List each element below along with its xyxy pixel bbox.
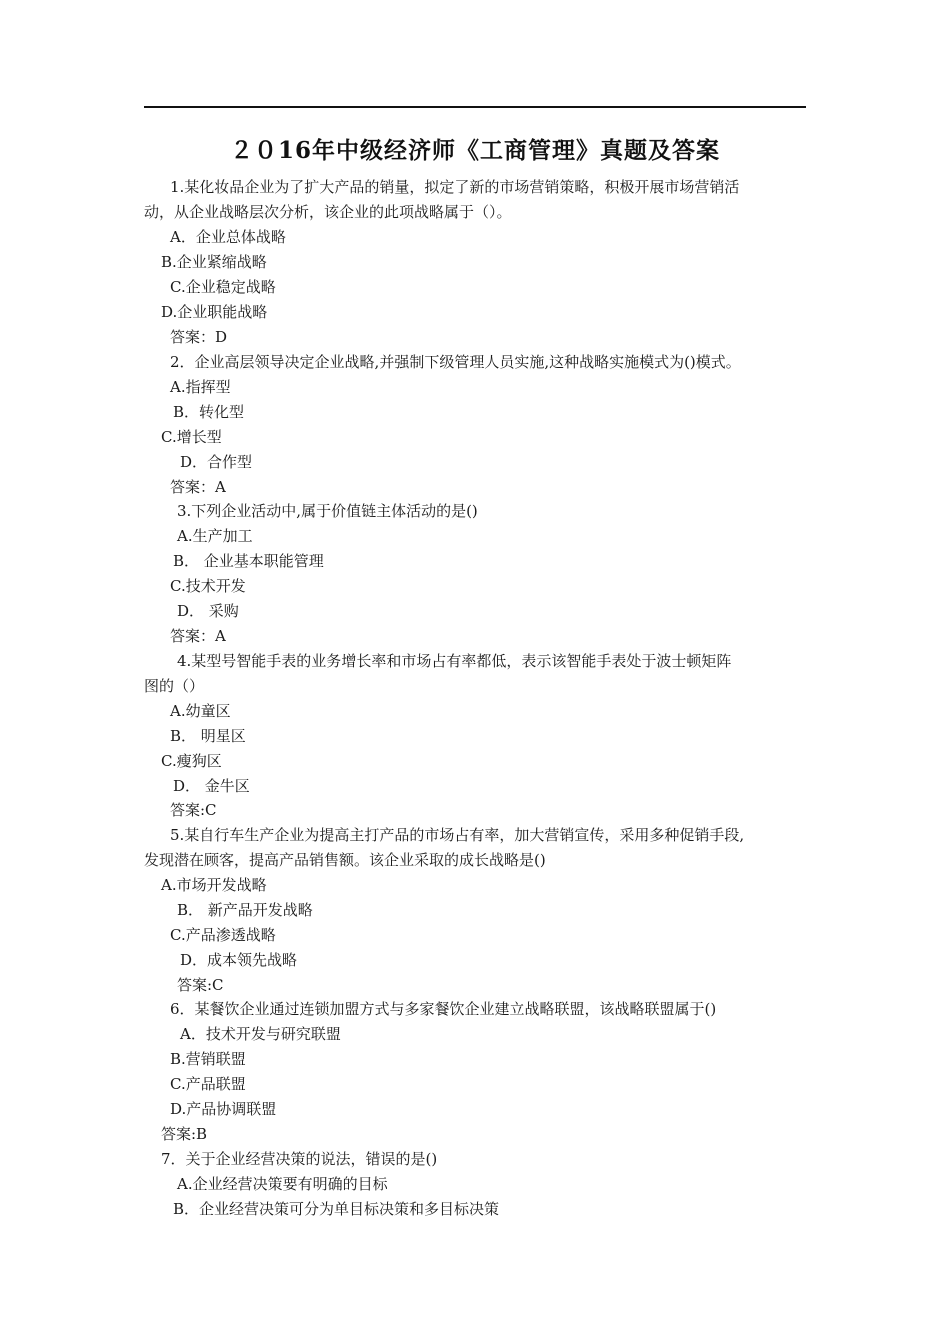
q3-option-d: D． 采购 <box>177 602 239 620</box>
q3-option-c: C.技术开发 <box>170 577 246 595</box>
q3-option-b: B． 企业基本职能管理 <box>173 552 324 570</box>
q1-option-b: B.企业紧缩战略 <box>161 253 267 271</box>
q4-stem-line1: 4.某型号智能手表的业务增长率和市场占有率都低，表示该智能手表处于波士顿矩阵 <box>177 652 732 670</box>
q4-option-a: A.幼童区 <box>170 702 231 720</box>
q2-option-a: A.指挥型 <box>170 378 231 396</box>
q5-option-a: A.市场开发战略 <box>161 876 267 894</box>
document-title: ２０16年中级经济师《工商管理》真题及答案 <box>229 137 720 164</box>
q1-stem-line2: 动，从企业战略层次分析，该企业的此项战略属于（）。 <box>144 203 512 221</box>
q3-answer: 答案：A <box>170 627 226 645</box>
q1-stem-line1: 1.某化妆品企业为了扩大产品的销量，拟定了新的市场营销策略，积极开展市场营销活 <box>170 178 740 196</box>
q6-stem: 6．某餐饮企业通过连锁加盟方式与多家餐饮企业建立战略联盟，该战略联盟属于() <box>170 1000 717 1018</box>
q4-answer: 答案:C <box>170 801 217 819</box>
q1-option-a: A．企业总体战略 <box>170 228 286 246</box>
q1-option-d: D.企业职能战略 <box>161 303 268 321</box>
q6-answer: 答案:B <box>161 1125 208 1143</box>
q2-option-d: D．合作型 <box>180 453 253 471</box>
q5-option-b: B． 新产品开发战略 <box>177 901 313 919</box>
q4-option-c: C.瘦狗区 <box>161 752 222 770</box>
q5-stem-line2: 发现潜在顾客，提高产品销售额。该企业采取的成长战略是() <box>144 851 546 869</box>
q6-option-c: C.产品联盟 <box>170 1075 246 1093</box>
q5-option-d: D．成本领先战略 <box>180 951 298 969</box>
q2-stem: 2．企业高层领导决定企业战略,并强制下级管理人员实施,这种战略实施模式为()模式。 <box>170 353 741 371</box>
q7-stem: 7．关于企业经营决策的说法，错误的是() <box>161 1150 438 1168</box>
q4-option-b: B． 明星区 <box>170 727 246 745</box>
q5-stem-line1: 5.某自行车生产企业为提高主打产品的市场占有率，加大营销宣传，采用多种促销手段, <box>170 826 745 844</box>
header-rule <box>144 106 806 108</box>
q3-stem: 3.下列企业活动中,属于价值链主体活动的是() <box>177 502 478 520</box>
q6-option-b: B.营销联盟 <box>170 1050 246 1068</box>
q5-option-c: C.产品渗透战略 <box>170 926 276 944</box>
q6-option-a: A．技术开发与研究联盟 <box>180 1025 341 1043</box>
q7-option-b: B．企业经营决策可分为单目标决策和多目标决策 <box>173 1200 500 1218</box>
q4-stem-line2: 图的（） <box>144 677 205 695</box>
q5-answer: 答案:C <box>177 976 224 994</box>
q6-option-d: D.产品协调联盟 <box>170 1100 277 1118</box>
q1-answer: 答案：D <box>170 328 228 346</box>
q3-option-a: A.生产加工 <box>177 527 253 545</box>
q7-option-a: A.企业经营决策要有明确的目标 <box>177 1175 388 1193</box>
q2-option-c: C.增长型 <box>161 428 222 446</box>
q2-option-b: B．转化型 <box>173 403 245 421</box>
q4-option-d: D． 金牛区 <box>173 777 250 795</box>
q2-answer: 答案：A <box>170 478 226 496</box>
q1-option-c: C.企业稳定战略 <box>170 278 276 296</box>
